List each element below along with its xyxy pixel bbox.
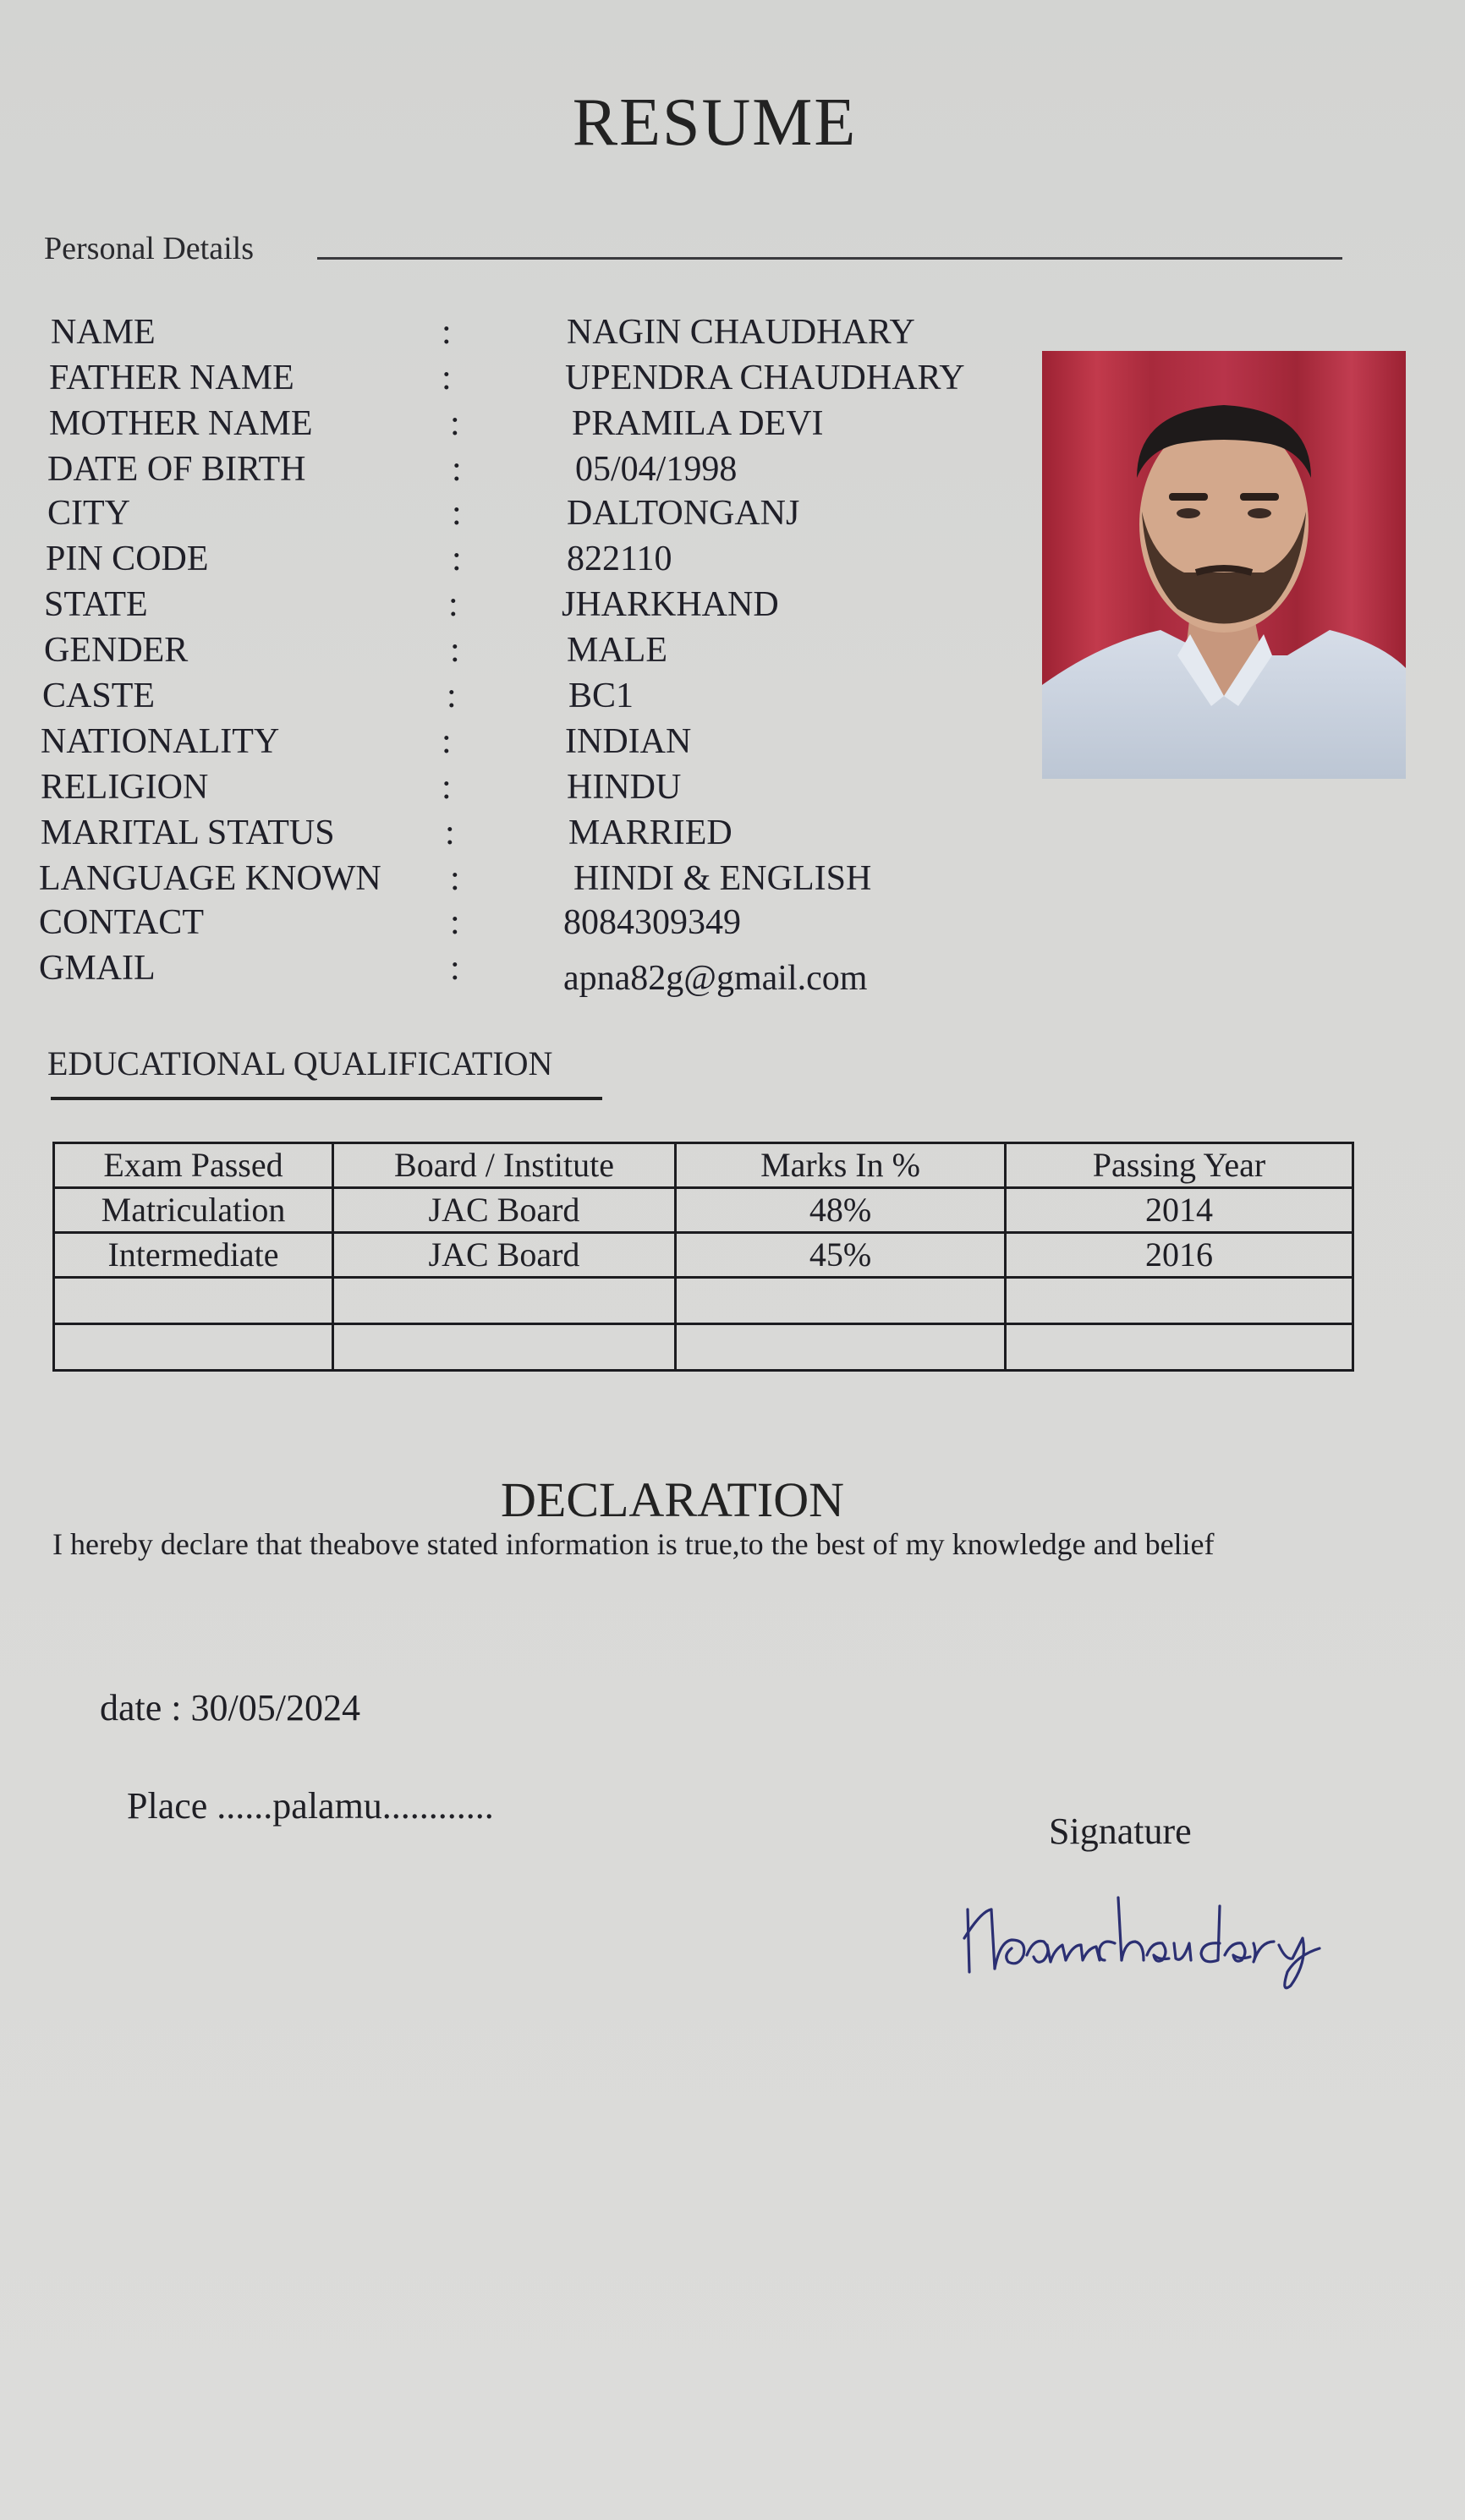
date-line: date : 30/05/2024 [100,1687,360,1728]
declaration-text: I hereby declare that theabove stated information is true,to the best of my knowledge and belief [52,1527,1215,1561]
detail-separator: : [450,949,460,988]
table-cell-empty [54,1324,333,1371]
detail-value: MARRIED [568,814,732,852]
table-cell-empty [1006,1324,1353,1371]
detail-value: UPENDRA CHAUDHARY [565,359,965,397]
detail-value: JHARKHAND [562,585,779,624]
detail-label: MOTHER NAME [49,404,313,443]
table-row [54,1188,1353,1233]
detail-separator: : [450,404,460,443]
detail-separator: : [452,450,462,489]
detail-value: BC1 [568,677,634,715]
detail-separator: : [452,494,462,533]
table-cell: Intermediate [54,1233,333,1278]
detail-label: FATHER NAME [49,359,294,397]
detail-separator: : [442,313,452,352]
detail-value: 05/04/1998 [575,450,738,489]
table-cell: JAC Board [333,1188,676,1233]
table-cell: 2014 [1006,1188,1353,1233]
education-table [52,1142,1354,1372]
table-header-cell: Exam Passed [54,1143,333,1188]
detail-label: PIN CODE [46,540,209,578]
detail-label: NAME [51,313,156,352]
detail-label: STATE [44,585,148,624]
detail-separator: : [452,540,462,578]
signature-label: Signature [1049,1811,1192,1852]
place-line: Place ......palamu............ [127,1785,494,1827]
table-cell-empty [1006,1278,1353,1324]
detail-value: MALE [567,631,667,670]
detail-separator: : [450,859,460,898]
table-cell-empty [333,1324,676,1371]
detail-label: GMAIL [39,949,156,988]
detail-value: HINDI & ENGLISH [573,859,872,898]
handwritten-signature-icon [956,1860,1463,1996]
table-row-empty [54,1324,1353,1371]
detail-label: LANGUAGE KNOWN [39,859,381,898]
detail-label: MARITAL STATUS [41,814,335,852]
declaration-title: DECLARATION [501,1472,844,1527]
education-title-underline [51,1097,602,1100]
detail-value: apna82g@gmail.com [563,959,868,998]
resume-title: RESUME [572,85,858,160]
detail-label: NATIONALITY [41,722,280,761]
detail-separator: : [445,814,455,852]
table-header-cell: Passing Year [1006,1143,1353,1188]
detail-separator: : [447,677,457,715]
detail-label: GENDER [44,631,189,670]
passport-photo-icon [1042,351,1406,779]
detail-value: 822110 [567,540,672,578]
detail-separator: : [448,585,458,624]
table-cell: 48% [676,1188,1006,1233]
detail-separator: : [450,903,460,942]
detail-value: NAGIN CHAUDHARY [567,313,915,352]
personal-details-label: Personal Details [44,231,255,266]
detail-separator: : [450,631,460,670]
table-cell-empty [54,1278,333,1324]
detail-value: 8084309349 [563,903,741,942]
detail-value: HINDU [567,768,682,807]
detail-value: PRAMILA DEVI [572,404,824,443]
table-header-cell: Marks In % [676,1143,1006,1188]
table-cell: 45% [676,1233,1006,1278]
table-cell-empty [676,1278,1006,1324]
table-header-row [54,1143,1353,1188]
detail-separator: : [442,722,452,761]
personal-details-rule [317,257,1342,260]
detail-separator: : [442,359,452,397]
table-cell-empty [333,1278,676,1324]
detail-separator: : [442,768,452,807]
table-cell-empty [676,1324,1006,1371]
detail-label: CASTE [42,677,156,715]
table-cell: Matriculation [54,1188,333,1233]
detail-label: RELIGION [41,768,209,807]
detail-value: INDIAN [565,722,692,761]
table-cell: JAC Board [333,1233,676,1278]
table-cell: 2016 [1006,1233,1353,1278]
detail-value: DALTONGANJ [567,494,800,533]
detail-label: CITY [47,494,130,533]
education-section-title: EDUCATIONAL QUALIFICATION [47,1044,553,1082]
table-header-cell: Board / Institute [333,1143,676,1188]
detail-label: DATE OF BIRTH [47,450,306,489]
table-row-empty [54,1278,1353,1324]
table-row [54,1233,1353,1278]
detail-label: CONTACT [39,903,204,942]
